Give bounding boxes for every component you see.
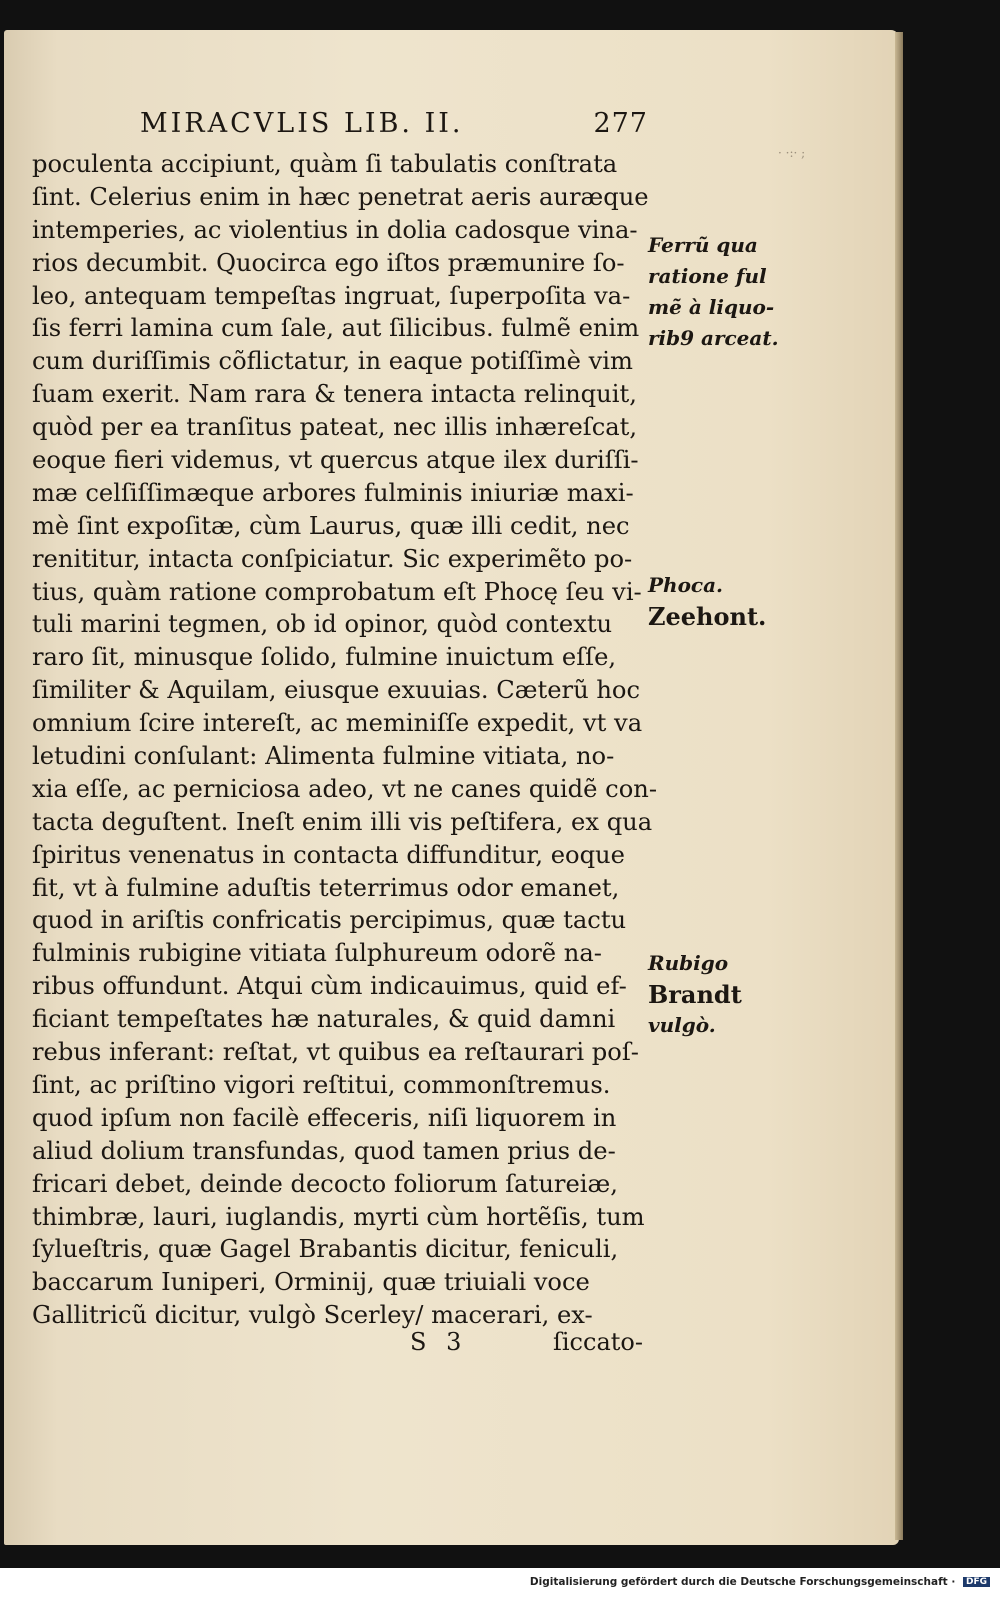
text-line: tacta deguſtent. Ineſt enim illi vis peſtifera, ex qua: [32, 807, 653, 836]
text-line: xia eſſe, ac perniciosa adeo, vt ne canes quidẽ con-: [32, 774, 658, 803]
text-line: mæ celſiſſimæque arbores fulminis iniuriæ maxi-: [32, 478, 634, 507]
text-line: tuli marini tegmen, ob id opinor, quòd contextu: [32, 610, 613, 639]
digitization-footer: Digitalisierung gefördert durch die Deutsche Forschungsgemeinschaft · DFG: [0, 1576, 990, 1600]
text-line: cum duriſſimis cõflictatur, in eaque potiſſimè vim: [32, 347, 633, 376]
text-line: poculenta accipiunt, quàm ſi tabulatis conſtrata: [32, 150, 618, 178]
text-line: quòd per ea tranſitus pateat, nec illis inhæreſcat,: [32, 413, 638, 442]
text-line: ribus offundunt. Atqui cùm indicauimus, quid ef-: [32, 972, 627, 1001]
page-number: 277: [593, 108, 648, 139]
text-line: intemperies, ac violentius in dolia cadosque vina-: [32, 215, 638, 244]
text-line: baccarum Iuniperi, Orminij, quæ triuiali voce: [32, 1268, 590, 1297]
text-line: aliud dolium transfundas, quod tamen prius de-: [32, 1136, 616, 1165]
text-line: ſint, ac priſtino vigori reſtitui, commonſtremus.: [32, 1070, 611, 1099]
running-head: [140, 108, 660, 144]
text-line: mè ſint expoſitæ, cùm Laurus, quæ illi cedit, nec: [32, 511, 630, 540]
margin-note-line: Rubigo: [648, 951, 729, 975]
signature-mark: S 3: [410, 1328, 468, 1356]
text-line: letudini conſulant: Alimenta fulmine vitiata, no-: [32, 742, 615, 771]
margin-note-phoca: [648, 570, 766, 632]
text-line: Gallitricũ dicitur, vulgò Scerley/ macerari, ex-: [32, 1301, 593, 1330]
text-line: quod in ariſtis confricatis percipimus, quæ tactu: [32, 906, 627, 935]
text-line: ſis ferri lamina cum ſale, aut ſilicibus. fulmẽ enim: [32, 314, 640, 343]
text-line: raro ſit, minusque ſolido, fulmine inuictum eſſe,: [32, 643, 617, 672]
margin-note-line: Phoca.: [648, 573, 724, 597]
catchword: ſiccato-: [553, 1328, 643, 1356]
margin-note-rubigo: [648, 948, 742, 1041]
text-line: fricari debet, deinde decocto foliorum ſatureiæ,: [32, 1169, 618, 1198]
dfg-logo: DFG: [963, 1577, 990, 1587]
margin-note-iron: [648, 230, 779, 354]
text-line: ſpiritus venenatus in contacta diffunditur, eoque: [32, 840, 625, 869]
margin-note-line: rib9 arceat.: [648, 326, 779, 350]
margin-note-line: Zeehont.: [648, 602, 767, 631]
text-line: rios decumbit. Quocirca ego iſtos præmunire ſo-: [32, 248, 625, 277]
text-line: ſuam exerit. Nam rara & tenera intacta relinquit,: [32, 380, 637, 409]
margin-note-line: vulgò.: [648, 1013, 716, 1037]
text-line: omnium ſcire intereſt, ac meminiſſe expedit, vt va: [32, 709, 643, 738]
text-line: fit, vt à fulmine aduſtis teterrimus odor emanet,: [32, 873, 620, 902]
text-line: ficiant tempeſtates hæ naturales, & quid damni: [32, 1005, 616, 1034]
margin-note-line: Ferrũ qua: [648, 233, 758, 257]
ink-smudge: · ·:· ;: [778, 146, 806, 160]
body-text: [32, 148, 658, 1332]
footer-credit: Digitalisierung gefördert durch die Deutsche Forschungsgemeinschaft: [529, 1576, 948, 1588]
text-line: ſint. Celerius enim in hæc penetrat aeris auræque: [32, 182, 649, 211]
text-line: ſylueſtris, quæ Gagel Brabantis dicitur, feniculi,: [32, 1235, 619, 1264]
text-line: tius, quàm ratione comprobatum eſt Phocę ſeu vi-: [32, 577, 642, 606]
margin-note-line: ratione ful: [648, 264, 767, 288]
running-head-title: MIRACVLIS LIB. II.: [140, 108, 464, 139]
text-line: ſimiliter & Aquilam, eiusque exuuias. Cæterũ hoc: [32, 676, 641, 705]
text-line: fulminis rubigine vitiata ſulphureum odorẽ na-: [32, 939, 602, 968]
text-line: leo, antequam tempeſtas ingruat, ſuperpoſita va-: [32, 281, 631, 310]
text-line: quod ipſum non facilè effeceris, niſi liquorem in: [32, 1103, 617, 1132]
page-edge: [895, 32, 903, 1540]
text-line: renititur, intacta conſpiciatur. Sic experimẽto po-: [32, 544, 633, 573]
text-line: eoque fieri videmus, vt quercus atque ilex duriſſi-: [32, 446, 639, 475]
text-line: rebus inferant: reſtat, vt quibus ea reſtaurari poſ-: [32, 1038, 639, 1067]
text-line: thimbræ, lauri, iuglandis, myrti cùm hortẽſis, tum: [32, 1202, 645, 1231]
margin-note-line: Brandt: [648, 980, 742, 1009]
margin-note-line: mẽ à liquo-: [648, 295, 775, 319]
